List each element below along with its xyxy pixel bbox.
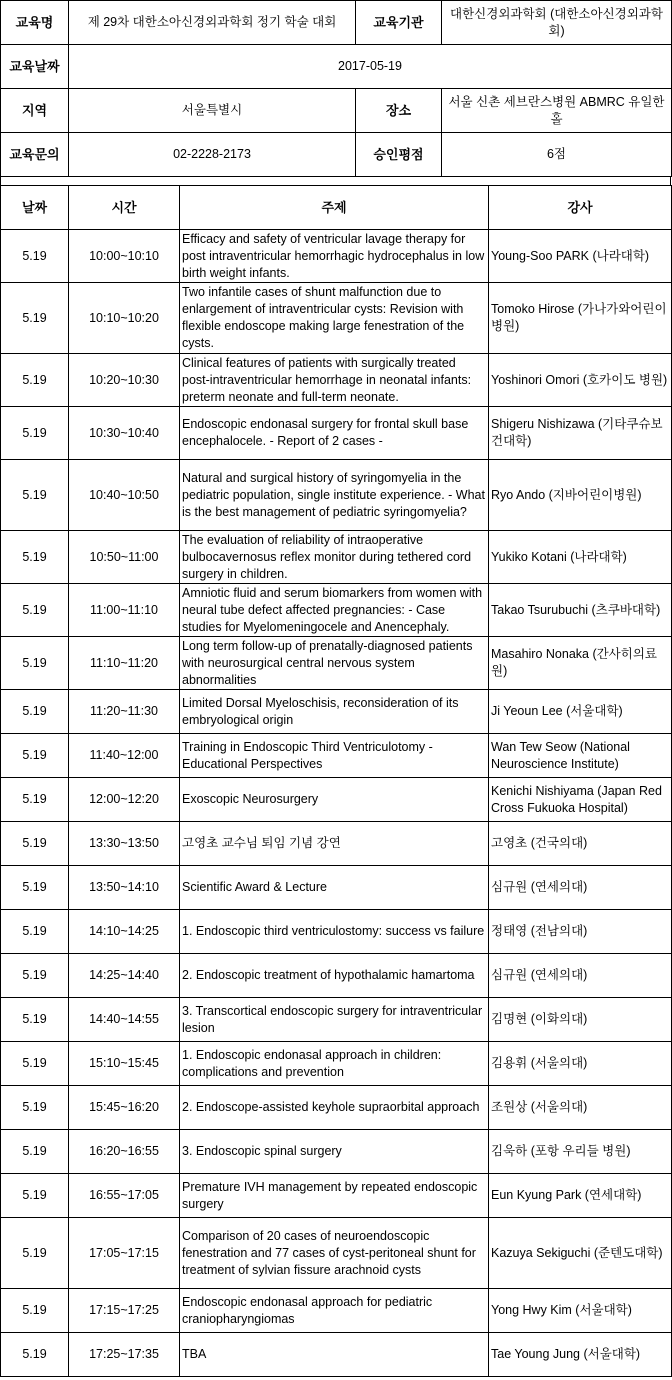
- session-topic: Comparison of 20 cases of neuroendoscopic fenestration and 77 cases of cyst-peritoneal shunt for treatment of sylvian fissure arachnoid cysts: [180, 1218, 489, 1289]
- session-time: 11:10~11:20: [69, 637, 180, 690]
- session-topic: Two infantile cases of shunt malfunction due to enlargement of intraventricular cysts: Revision with flexible endoscope making large fenestration of the cysts.: [180, 283, 489, 354]
- schedule-table: [0, 185, 672, 1377]
- session-speaker: Yong Hwy Kim (서울대학): [489, 1289, 672, 1333]
- session-time: 13:30~13:50: [69, 822, 180, 866]
- session-time: 17:25~17:35: [69, 1333, 180, 1377]
- session-speaker: Yoshinori Omori (호카이도 병원): [489, 354, 672, 407]
- institution-label: 교육기관: [356, 1, 442, 45]
- session-speaker: 정태영 (전남의대): [489, 910, 672, 954]
- session-time: 16:20~16:55: [69, 1130, 180, 1174]
- session-date: 5.19: [1, 1042, 69, 1086]
- session-topic: 3. Transcortical endoscopic surgery for intraventricular lesion: [180, 998, 489, 1042]
- session-speaker: 심규원 (연세의대): [489, 866, 672, 910]
- header-speaker: 강사: [489, 186, 672, 230]
- table-row: [1, 531, 672, 584]
- session-time: 13:50~14:10: [69, 866, 180, 910]
- table-row: [1, 778, 672, 822]
- session-date: 5.19: [1, 531, 69, 584]
- table-row: [1, 407, 672, 460]
- contact-label: 교육문의: [1, 133, 69, 177]
- session-speaker: Yukiko Kotani (나라대학): [489, 531, 672, 584]
- session-date: 5.19: [1, 1174, 69, 1218]
- session-topic: Limited Dorsal Myeloschisis, reconsideration of its embryological origin: [180, 690, 489, 734]
- table-row: [1, 822, 672, 866]
- session-topic: Premature IVH management by repeated endoscopic surgery: [180, 1174, 489, 1218]
- session-date: 5.19: [1, 1289, 69, 1333]
- credit-points: 6점: [442, 133, 672, 177]
- session-speaker: 김명현 (이화의대): [489, 998, 672, 1042]
- table-row: [1, 866, 672, 910]
- session-date: 5.19: [1, 354, 69, 407]
- session-topic: Clinical features of patients with surgically treated post-intraventricular hemorrhage in neonatal infants: preterm neonate and full-term neonate.: [180, 354, 489, 407]
- table-row: [1, 1289, 672, 1333]
- session-time: 14:25~14:40: [69, 954, 180, 998]
- session-date: 5.19: [1, 822, 69, 866]
- session-speaker: Young-Soo PARK (나라대학): [489, 230, 672, 283]
- session-topic: Scientific Award & Lecture: [180, 866, 489, 910]
- session-topic: 2. Endoscopic treatment of hypothalamic hamartoma: [180, 954, 489, 998]
- session-time: 10:00~10:10: [69, 230, 180, 283]
- session-speaker: Takao Tsurubuchi (츠쿠바대학): [489, 584, 672, 637]
- table-row: [1, 1130, 672, 1174]
- session-speaker: 고영초 (건국의대): [489, 822, 672, 866]
- session-speaker: Ryo Ando (지바어린이병원): [489, 460, 672, 531]
- session-speaker: 김용휘 (서울의대): [489, 1042, 672, 1086]
- session-speaker: Tomoko Hirose (가나가와어린이병원): [489, 283, 672, 354]
- session-speaker: 김욱하 (포항 우리들 병원): [489, 1130, 672, 1174]
- session-date: 5.19: [1, 584, 69, 637]
- session-date: 5.19: [1, 1130, 69, 1174]
- session-speaker: Tae Young Jung (서울대학): [489, 1333, 672, 1377]
- session-time: 14:40~14:55: [69, 998, 180, 1042]
- institution: 대한신경외과학회 (대한소아신경외과학회): [442, 1, 672, 45]
- session-date: 5.19: [1, 778, 69, 822]
- session-time: 10:20~10:30: [69, 354, 180, 407]
- session-date: 5.19: [1, 1333, 69, 1377]
- session-topic: Amniotic fluid and serum biomarkers from women with neural tube defect affected pregnancies: - Case studies for Myelomeningocele and Anencephaly.: [180, 584, 489, 637]
- session-time: 10:40~10:50: [69, 460, 180, 531]
- session-time: 17:05~17:15: [69, 1218, 180, 1289]
- session-topic: Efficacy and safety of ventricular lavage therapy for post intraventricular hemorrhagic hydrocephalus in low birth weight infants.: [180, 230, 489, 283]
- session-date: 5.19: [1, 954, 69, 998]
- header-date: 날짜: [1, 186, 69, 230]
- contact-phone: 02-2228-2173: [69, 133, 356, 177]
- table-row: [1, 954, 672, 998]
- table-row: [1, 283, 672, 354]
- session-speaker: Kenichi Nishiyama (Japan Red Cross Fukuoka Hospital): [489, 778, 672, 822]
- table-row: [1, 1218, 672, 1289]
- session-time: 16:55~17:05: [69, 1174, 180, 1218]
- session-date: 5.19: [1, 1218, 69, 1289]
- course-info-table: [0, 0, 672, 177]
- section-divider: [0, 176, 671, 185]
- table-row: [1, 1042, 672, 1086]
- session-time: 15:45~16:20: [69, 1086, 180, 1130]
- session-time: 10:50~11:00: [69, 531, 180, 584]
- session-topic: Endoscopic endonasal surgery for frontal skull base encephalocele. - Report of 2 cases -: [180, 407, 489, 460]
- table-row: [1, 690, 672, 734]
- region-label: 지역: [1, 89, 69, 133]
- session-time: 11:20~11:30: [69, 690, 180, 734]
- session-time: 17:15~17:25: [69, 1289, 180, 1333]
- venue: 서울 신촌 세브란스병원 ABMRC 유일한홀: [442, 89, 672, 133]
- table-row: [1, 230, 672, 283]
- session-topic: 1. Endoscopic third ventriculostomy: success vs failure: [180, 910, 489, 954]
- session-topic: Natural and surgical history of syringomyelia in the pediatric population, single institute experience. - What is the best management of pediatric syringomyelia?: [180, 460, 489, 531]
- credit-label: 승인평점: [356, 133, 442, 177]
- session-topic: 2. Endoscope-assisted keyhole supraorbital approach: [180, 1086, 489, 1130]
- session-speaker: Kazuya Sekiguchi (준텐도대학): [489, 1218, 672, 1289]
- header-time: 시간: [69, 186, 180, 230]
- course-name-label: 교육명: [1, 1, 69, 45]
- session-topic: 1. Endoscopic endonasal approach in children: complications and prevention: [180, 1042, 489, 1086]
- session-date: 5.19: [1, 998, 69, 1042]
- session-time: 15:10~15:45: [69, 1042, 180, 1086]
- table-row: [1, 354, 672, 407]
- session-date: 5.19: [1, 690, 69, 734]
- session-speaker: Ji Yeoun Lee (서울대학): [489, 690, 672, 734]
- session-topic: TBA: [180, 1333, 489, 1377]
- session-date: 5.19: [1, 407, 69, 460]
- region: 서울특별시: [69, 89, 356, 133]
- venue-label: 장소: [356, 89, 442, 133]
- session-topic: 3. Endoscopic spinal surgery: [180, 1130, 489, 1174]
- session-date: 5.19: [1, 866, 69, 910]
- session-date: 5.19: [1, 637, 69, 690]
- session-date: 5.19: [1, 460, 69, 531]
- session-speaker: 심규원 (연세의대): [489, 954, 672, 998]
- schedule-header-row: [1, 186, 672, 230]
- session-topic: The evaluation of reliability of intraoperative bulbocavernosus reflex monitor during tethered cord surgery in children.: [180, 531, 489, 584]
- session-date: 5.19: [1, 734, 69, 778]
- session-time: 11:40~12:00: [69, 734, 180, 778]
- course-date-label: 교육날짜: [1, 45, 69, 89]
- session-topic: 고영초 교수님 퇴임 기념 강연: [180, 822, 489, 866]
- table-row: [1, 1086, 672, 1130]
- session-date: 5.19: [1, 1086, 69, 1130]
- session-speaker: Shigeru Nishizawa (기타쿠슈보건대학): [489, 407, 672, 460]
- table-row: [1, 1333, 672, 1377]
- course-name: 제 29차 대한소아신경외과학회 정기 학술 대회: [69, 1, 356, 45]
- session-time: 10:10~10:20: [69, 283, 180, 354]
- header-topic: 주제: [180, 186, 489, 230]
- table-row: [1, 584, 672, 637]
- table-row: [1, 910, 672, 954]
- session-speaker: 조원상 (서울의대): [489, 1086, 672, 1130]
- table-row: [1, 998, 672, 1042]
- session-topic: Endoscopic endonasal approach for pediatric craniopharyngiomas: [180, 1289, 489, 1333]
- session-speaker: Wan Tew Seow (National Neuroscience Institute): [489, 734, 672, 778]
- session-time: 14:10~14:25: [69, 910, 180, 954]
- session-time: 10:30~10:40: [69, 407, 180, 460]
- session-time: 11:00~11:10: [69, 584, 180, 637]
- session-speaker: Eun Kyung Park (연세대학): [489, 1174, 672, 1218]
- table-row: [1, 460, 672, 531]
- session-date: 5.19: [1, 283, 69, 354]
- course-date: 2017-05-19: [69, 45, 672, 89]
- session-topic: Long term follow-up of prenatally-diagnosed patients with neurosurgical central nervous system abnormalities: [180, 637, 489, 690]
- table-row: [1, 637, 672, 690]
- session-time: 12:00~12:20: [69, 778, 180, 822]
- table-row: [1, 1174, 672, 1218]
- table-row: [1, 734, 672, 778]
- session-topic: Training in Endoscopic Third Ventriculotomy - Educational Perspectives: [180, 734, 489, 778]
- session-date: 5.19: [1, 230, 69, 283]
- session-speaker: Masahiro Nonaka (간사히의료원): [489, 637, 672, 690]
- session-topic: Exoscopic Neurosurgery: [180, 778, 489, 822]
- session-date: 5.19: [1, 910, 69, 954]
